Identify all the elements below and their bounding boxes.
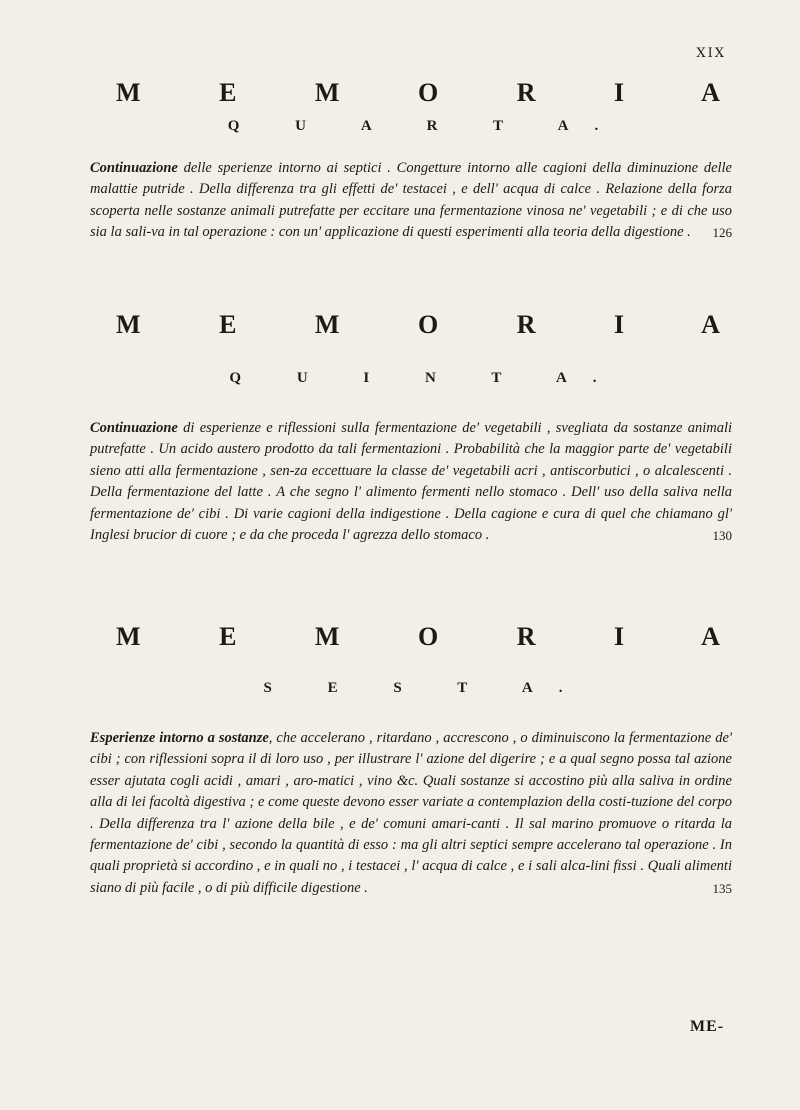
summary-text: di esperienze e riflessioni sulla fermentazione de' vegetabili , svegliata da sostanze animali putrefatte . Un acido austero prodotto da tali fermentazioni . Probabilità che la maggior parte de' vegetabili sieno atti alla fermentazione , sen-za eccettuare la classe de' vegetabili acri , antiscorbutici , o alcalescenti . Della fermentazione del latte . A che segno l' alimento fermenti nello stomaco . Dell' uso della saliva nella fermentazione de' cibi . Di varie cagioni della indigestione . Della cagione e cura di quel che chiamano gl' Inglesi brucior di cuore ; e da che proceda l' agrezza dello stomaco . <box>90 420 733 544</box>
page-reference: 126 <box>712 225 732 241</box>
section-heading-sesta: M E M O R I A <box>116 622 756 651</box>
section-ordinal-quarta: Q U A R T A. <box>227 118 625 134</box>
section-heading-quarta: M E M O R I A <box>116 78 756 107</box>
section-summary-sesta <box>90 728 732 899</box>
page-number: XIX <box>696 46 726 61</box>
section-ordinal-sesta: S E S T A. <box>263 680 589 696</box>
summary-text: , che accelerano , ritardano , accrescono , o diminuiscono la fermentazione de' cibi ; con riflessioni sopra il di loro uso , per illustrare l' azione del digerire ; e a qual segno possa tal azione esser ajutata cogli acidi , amari , aro-matici , vino &c. Quali sostanze si accostino più alla saliva in ordine alla di lei facoltà digestiva ; e come queste devono esser variate a contemplazion della costi-tuzione del corpo . Della differenza tra l' azione della bile , e de' comuni amari-canti . Il sal marino promuove o ritarda la fermentazione de' cibi , secondo la quantità di esso : ma gli altri septici sempre accelerano tal operazione . In quali proprietà si accordino , e in quali no , i testacei , l' acqua di calce , e i sali alca-lini fissi . Quali alimenti siano di più facile , o di più difficile digestione . <box>90 730 732 896</box>
summary-lead: Esperienze intorno a sostanze <box>90 730 269 746</box>
page-reference: 135 <box>712 880 732 896</box>
section-heading-quinta: M E M O R I A <box>116 310 756 339</box>
summary-lead: Continuazione <box>90 420 178 436</box>
summary-text: delle sperienze intorno ai septici . Congetture intorno alle cagioni della diminuzione delle malattie putride . Della differenza tra gli effetti de' testacei , e dell' acqua di calce . Relazione della forza scoperta nelle sostanze animali putrefatte per eccitare una fermentazione vinosa ne' vegetabili ; e di che uso sia la sali-va in tal operazione : con un' applicazione di questi esperimenti alla teoria della digestione . <box>90 160 732 241</box>
section-ordinal-quinta: Q U I N T A. <box>229 370 623 386</box>
catchword: ME- <box>690 1018 725 1035</box>
section-summary-quinta <box>90 418 732 546</box>
page-reference: 130 <box>712 528 732 544</box>
summary-lead: Continuazione <box>90 160 178 176</box>
section-summary-quarta <box>90 158 732 244</box>
